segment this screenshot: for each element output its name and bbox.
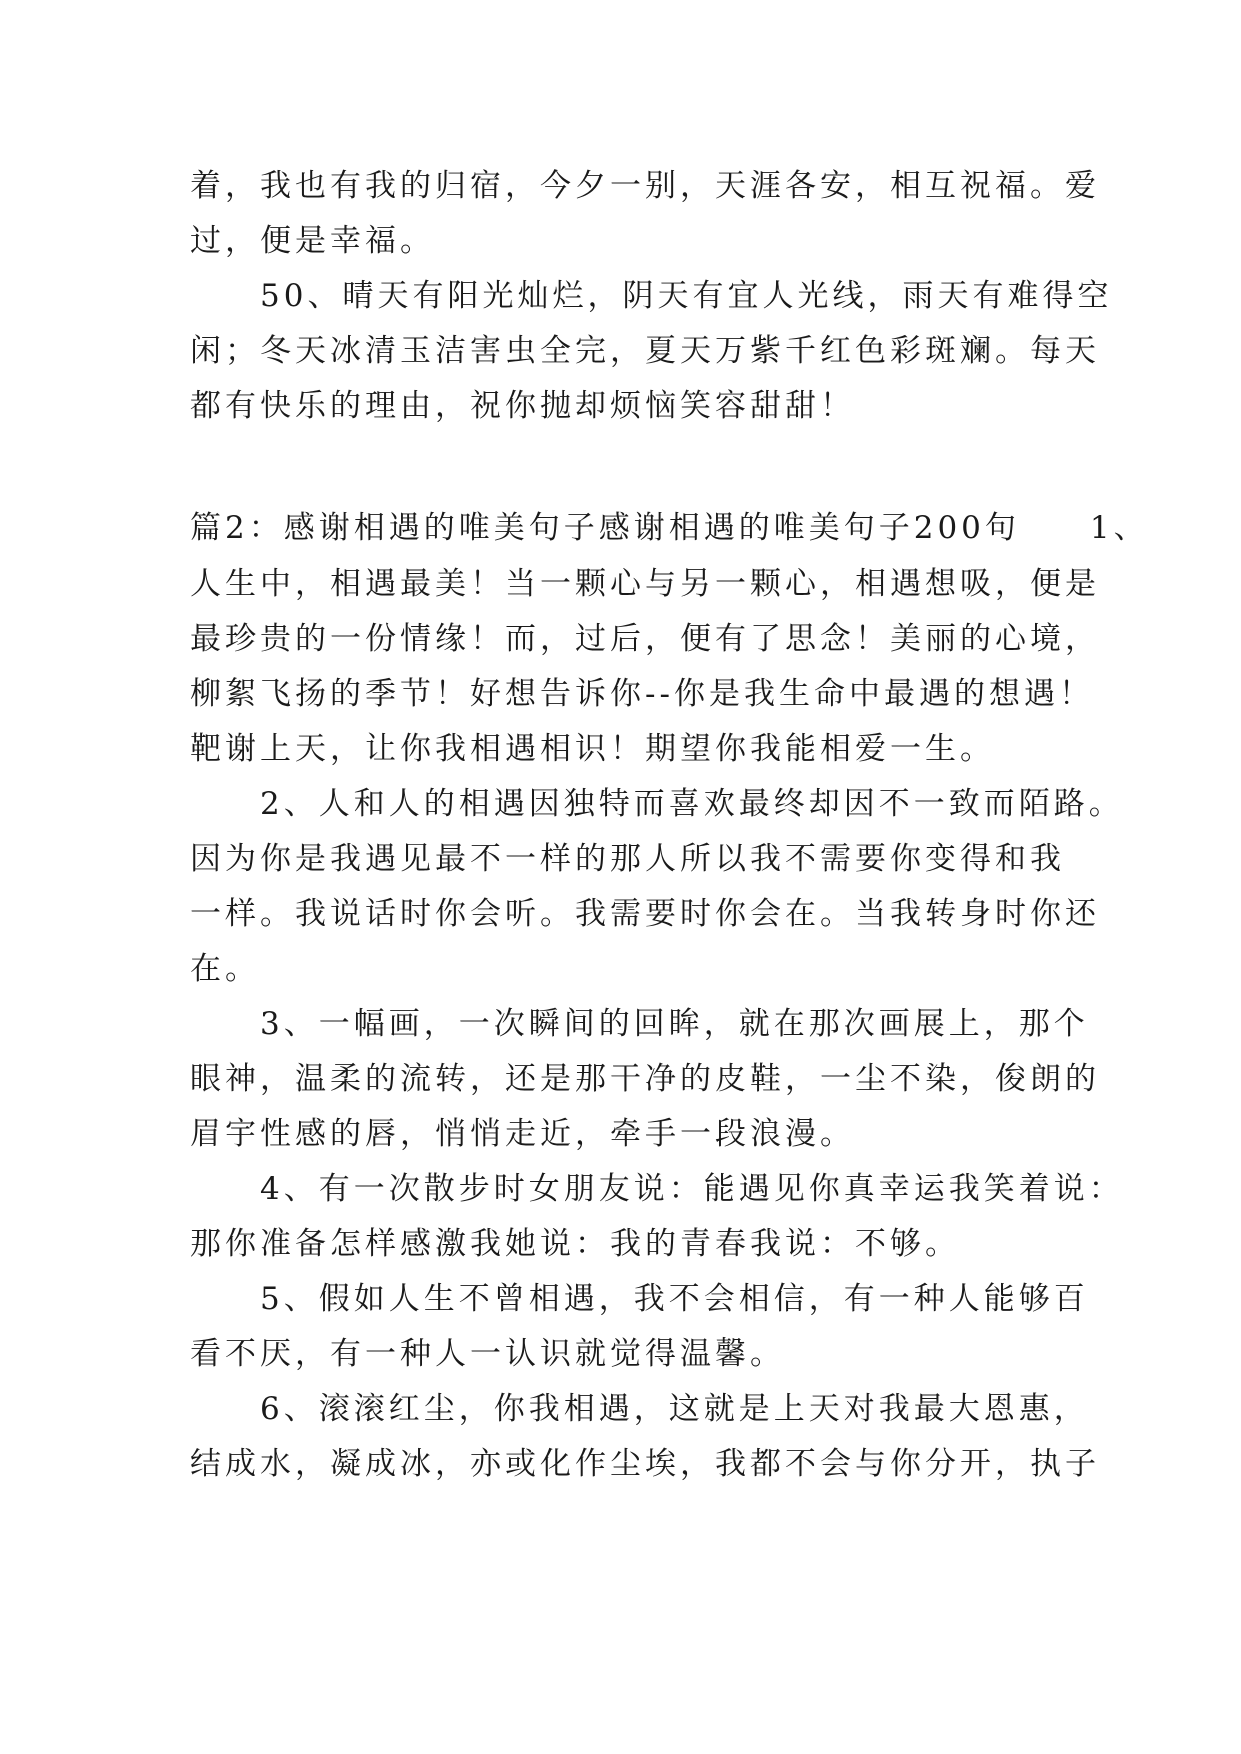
text-line: 因为你是我遇见最不一样的那人所以我不需要你变得和我 <box>190 841 1065 877</box>
text-line: 50、晴天有阳光灿烂，阴天有宜人光线，雨天有难得空 <box>190 278 1113 314</box>
text-line: 4、有一次散步时女朋友说：能遇见你真幸运我笑着说： <box>190 1171 1124 1207</box>
text-line: 6、滚滚红尘，你我相遇，这就是上天对我最大恩惠， <box>190 1391 1089 1427</box>
text-line: 闲；冬天冰清玉洁害虫全完，夏天万紫千红色彩斑斓。每天 <box>190 333 1100 369</box>
text-line: 过，便是幸福。 <box>190 223 435 259</box>
text-line: 那你准备怎样感激我她说：我的青春我说：不够。 <box>190 1226 960 1262</box>
text-line: 人生中，相遇最美！当一颗心与另一颗心，相遇想吸，便是 <box>190 566 1100 602</box>
text-line: 都有快乐的理由，祝你抛却烦恼笑容甜甜！ <box>190 388 855 424</box>
text-line: 结成水，凝成冰，亦或化作尘埃，我都不会与你分开，执子 <box>190 1446 1100 1482</box>
text-line: 一样。我说话时你会听。我需要时你会在。当我转身时你还 <box>190 896 1100 932</box>
text-line: 眼神，温柔的流转，还是那干净的皮鞋，一尘不染，俊朗的 <box>190 1061 1100 1097</box>
text-line: 在。 <box>190 951 260 987</box>
text-line: 看不厌，有一种人一认识就觉得温馨。 <box>190 1336 785 1372</box>
text-line: 3、一幅画，一次瞬间的回眸，就在那次画展上，那个 <box>190 1006 1089 1042</box>
text-line: 5、假如人生不曾相遇，我不会相信，有一种人能够百 <box>190 1281 1089 1317</box>
text-line: 柳絮飞扬的季节！好想告诉你--你是我生命中最遇的想遇！ <box>190 676 1094 712</box>
text-line: 靶谢上天，让你我相遇相识！期望你我能相爱一生。 <box>190 731 995 767</box>
section-heading: 篇2：感谢相遇的唯美句子感谢相遇的唯美句子200句 1、 <box>190 510 1149 546</box>
text-line: 2、人和人的相遇因独特而喜欢最终却因不一致而陌路。 <box>190 786 1124 822</box>
text-line: 眉宇性感的唇，悄悄走近，牵手一段浪漫。 <box>190 1116 855 1152</box>
text-line: 最珍贵的一份情缘！而，过后，便有了思念！美丽的心境， <box>190 621 1100 657</box>
text-line: 着，我也有我的归宿，今夕一别，天涯各安，相互祝福。爱 <box>190 168 1100 204</box>
